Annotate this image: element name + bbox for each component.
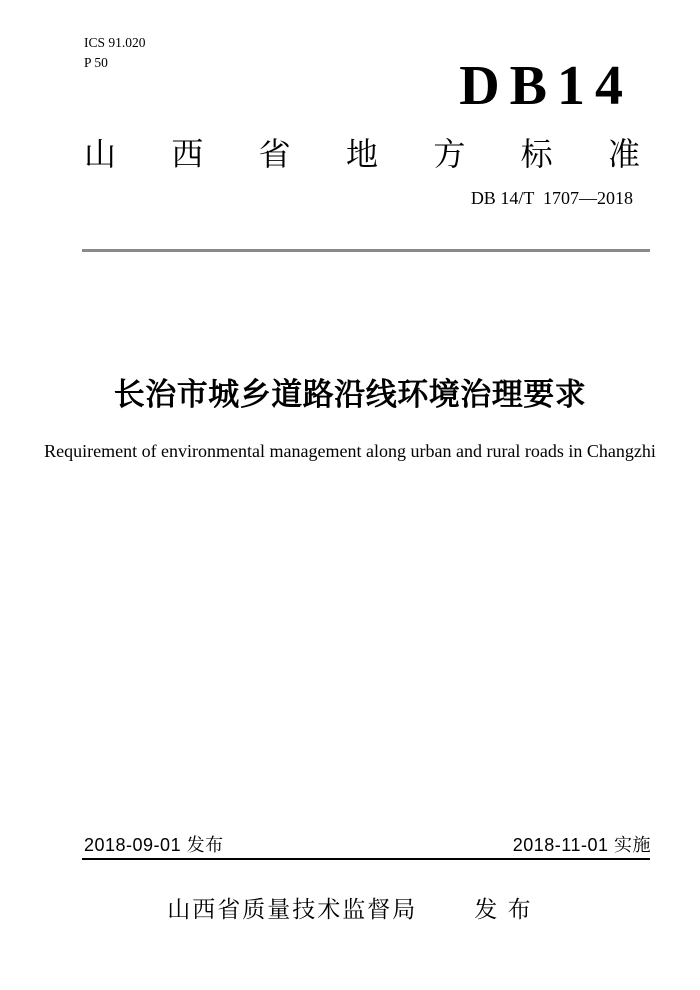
standard-name-char: 标 bbox=[520, 136, 553, 172]
document-title-en: Requirement of environmental management along urban and rural roads in Changzhi bbox=[44, 441, 656, 461]
issue-action-label: 发 布 bbox=[474, 896, 533, 922]
document-title-cn: 长治市城乡道路沿线环境治理要求 bbox=[113, 377, 587, 412]
issue-date: 2018-09-01 发布 bbox=[84, 835, 224, 855]
classification-block bbox=[84, 33, 146, 73]
p-classification: P 50 bbox=[84, 55, 108, 70]
standard-name-char: 省 bbox=[258, 136, 291, 172]
standard-name-char: 山 bbox=[84, 136, 117, 172]
implementation-date: 2018-11-01 实施 bbox=[512, 835, 651, 855]
db14-logo: DB14 bbox=[459, 55, 633, 117]
footer-rule bbox=[82, 858, 650, 860]
dates-row bbox=[84, 834, 651, 856]
standard-name-char: 准 bbox=[607, 136, 640, 172]
publisher-row bbox=[0, 895, 700, 923]
standard-number: DB 14/T 1707—2018 bbox=[470, 188, 633, 208]
standard-name-char: 方 bbox=[433, 136, 466, 172]
header-rule bbox=[82, 249, 650, 252]
standard-name-char: 西 bbox=[171, 136, 204, 172]
issuer-name: 山西省质量技术监督局 bbox=[167, 896, 418, 922]
ics-code: ICS 91.020 bbox=[84, 35, 146, 50]
standard-name bbox=[84, 136, 640, 172]
standard-name-char: 地 bbox=[345, 136, 378, 172]
